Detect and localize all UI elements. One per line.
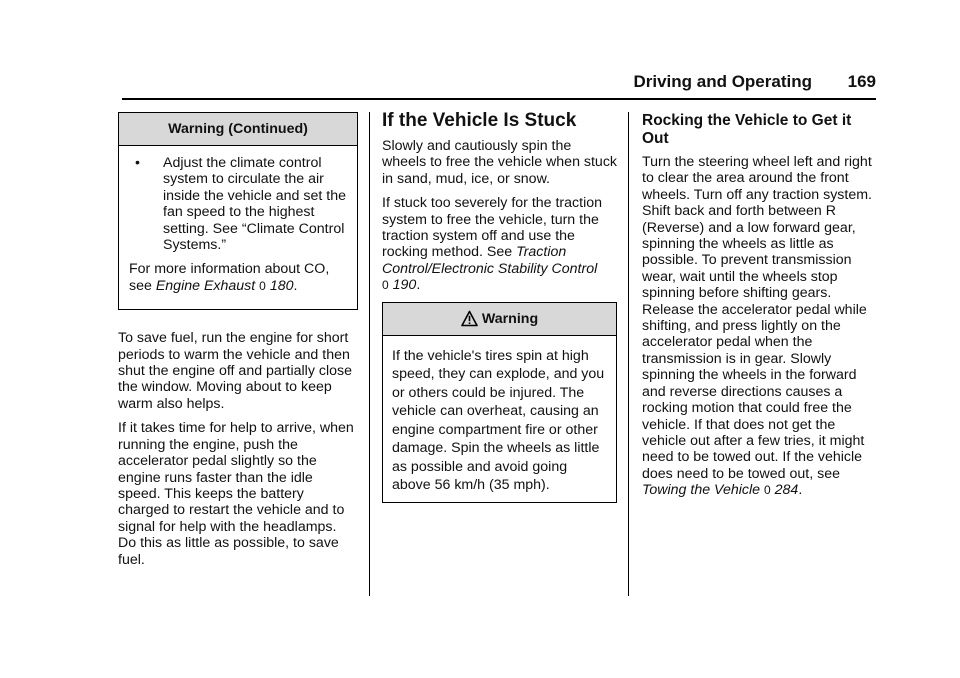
co-info-paragraph <box>129 261 347 294</box>
stuck-heading: If the Vehicle Is Stuck <box>382 110 577 131</box>
page-header <box>122 72 876 100</box>
stuck-paragraph-2 <box>382 195 617 293</box>
warning-body: If the vehicle's tires spin at high speed, they can explode, and you or others could be injured. The vehicle can overheat, causing an engine compartment fire or other damage. Spin the wheels as little as possible and avoid going above 56 km/h (35 mph). <box>392 347 605 494</box>
co-info-text: For more information about CO, see <box>129 261 330 294</box>
header-rule <box>122 98 876 100</box>
warning-continued-box <box>118 112 358 310</box>
stuck-paragraph-2-text: If stuck too severely for the traction system to free the vehicle, turn the traction system off and use the rocking method. See <box>382 195 603 261</box>
warning-title-bar <box>383 303 616 336</box>
section-title: Driving and Operating <box>633 72 812 91</box>
page-ref-glyph: 0 <box>382 278 389 293</box>
bullet-text: Adjust the climate control system to circulate the air inside the vehicle and set the fan speed to the highest setting. See “Climate Control Systems.” <box>163 155 346 254</box>
rocking-paragraph-text: Turn the steering wheel left and right to clear the area around the front wheels. Turn off any traction system. Shift back and forth between R (Reverse) and a low forward gear, spinning the wheels as little as possible. To prevent transmission wear, wait until the wheels stop spinning before shifting gears. Release the accelerator pedal while shifting, and press lightly on the accelerator pedal when the transmission is in gear. Slowly spinning the wheels in the forward and reverse directions causes a rocking motion that could free the vehicle. If that does not get the vehicle out after a few tries, it might need to be towed out. If the vehicle does need to be towed out, see <box>642 154 872 482</box>
column-divider-right <box>628 112 629 596</box>
column-divider-left <box>369 112 370 596</box>
warning-continued-title: Warning (Continued) <box>119 113 357 146</box>
warning-continued-body <box>119 146 357 309</box>
rocking-paragraph <box>642 154 877 499</box>
page-number: 169 <box>847 72 876 91</box>
column-2 <box>382 112 617 523</box>
help-arrive-paragraph: If it takes time for help to arrive, when running the engine, push the accelerator pedal slightly so the engine runs faster than the idle speed. This keeps the battery charged to restart the vehicle and to signal for help with the headlamps. Do this as little as possible, to save fuel. <box>118 420 354 568</box>
warning-box <box>382 302 617 503</box>
traction-control-link[interactable]: Traction Control/Electronic Stability Control <box>382 244 598 277</box>
rocking-paragraph-suffix: . <box>798 482 803 499</box>
engine-exhaust-page[interactable]: 180 <box>269 277 294 294</box>
traction-control-page[interactable]: 190 <box>392 277 417 294</box>
page-ref-glyph: 0 <box>259 278 266 293</box>
rocking-heading: Rocking the Vehicle to Get it Out <box>642 112 852 147</box>
towing-vehicle-page[interactable]: 284 <box>774 482 799 499</box>
stuck-paragraph-1: Slowly and cautiously spin the wheels to free the vehicle when stuck in sand, mud, ice, or snow. <box>382 138 618 187</box>
save-fuel-paragraph: To save fuel, run the engine for short periods to warm the vehicle and then shut the engine off and partially close the window. Moving about to keep warm also helps. <box>118 330 352 412</box>
bullet-symbol: • <box>135 155 140 171</box>
column-3 <box>642 112 877 507</box>
engine-exhaust-link[interactable]: Engine Exhaust <box>155 277 256 294</box>
page-ref-glyph: 0 <box>764 483 771 498</box>
stuck-paragraph-2-suffix: . <box>416 277 421 294</box>
towing-vehicle-link[interactable]: Towing the Vehicle <box>642 482 761 499</box>
warning-title: Warning <box>481 310 539 327</box>
warning-triangle-icon <box>461 307 478 339</box>
column-1 <box>118 112 358 576</box>
co-info-suffix: . <box>293 277 298 294</box>
bullet-item <box>129 155 347 253</box>
